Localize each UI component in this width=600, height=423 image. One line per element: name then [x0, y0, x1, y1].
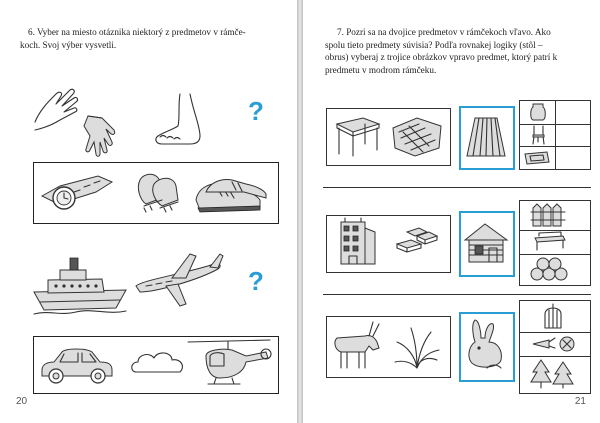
wristwatch-icon[interactable] — [40, 172, 116, 214]
carrot-icon[interactable] — [529, 334, 581, 354]
option-cell — [555, 146, 591, 170]
jar-icon[interactable] — [529, 102, 547, 122]
rabbit-icon — [463, 318, 509, 372]
option-cell — [555, 100, 591, 126]
task-text-line: Pozri sa na dvojice predmetov v rámčekoch vľavo. Ako — [346, 27, 551, 37]
car-icon[interactable] — [38, 344, 116, 386]
page-number: 20 — [16, 396, 28, 407]
helicopter-icon[interactable] — [186, 334, 272, 390]
row-divider — [323, 294, 591, 295]
glove-icon — [80, 112, 118, 158]
bricks-icon — [393, 226, 441, 256]
airplane-icon — [132, 252, 224, 310]
task-text-line: predmetu v modrom rámčeku. — [325, 64, 437, 75]
bench-icon[interactable] — [533, 232, 567, 252]
foot-icon — [150, 92, 210, 148]
task-text-line: Vyber na miesto otáznika niektorý z predmetov v rámče- — [37, 27, 246, 37]
option-cell — [555, 124, 591, 148]
question-mark: ? — [248, 266, 264, 296]
cloud-icon[interactable] — [128, 348, 188, 378]
apartment-building-icon — [331, 214, 379, 268]
logs-icon[interactable] — [527, 256, 571, 282]
task-text-line: koch. Svoj výber vysvetli. — [20, 39, 117, 50]
page-number: 21 — [574, 396, 586, 407]
table-icon — [333, 114, 381, 158]
task-text-line: spolu tieto predmety súvisia? Podľa rovnakej logiky (stôl – — [325, 39, 543, 50]
chair-icon[interactable] — [529, 125, 547, 145]
sneakers-icon[interactable] — [192, 170, 270, 216]
grass-icon — [393, 326, 441, 370]
fir-trees-icon[interactable] — [531, 358, 577, 390]
hand-icon — [30, 82, 80, 132]
birdcage-icon[interactable] — [541, 302, 565, 330]
row-divider — [323, 187, 591, 188]
task-6-instructions — [20, 26, 282, 51]
task-number: 7. — [337, 27, 344, 37]
fence-icon[interactable] — [529, 202, 569, 228]
task-number: 6. — [28, 27, 35, 37]
mittens-icon[interactable] — [132, 170, 184, 216]
ship-icon — [30, 252, 130, 318]
task-text-line: obrus) vyberaj z trojice obrázkov vpravo predmet, ktorý patrí k — [325, 52, 558, 62]
rug-icon[interactable] — [523, 150, 551, 166]
task-7-instructions — [325, 26, 587, 76]
wooden-floor-icon — [465, 114, 507, 160]
goat-icon — [331, 318, 383, 374]
right-page — [303, 0, 600, 423]
question-mark: ? — [248, 96, 264, 126]
log-cabin-icon — [463, 220, 509, 264]
tablecloth-icon — [389, 114, 443, 158]
left-page — [0, 0, 297, 423]
